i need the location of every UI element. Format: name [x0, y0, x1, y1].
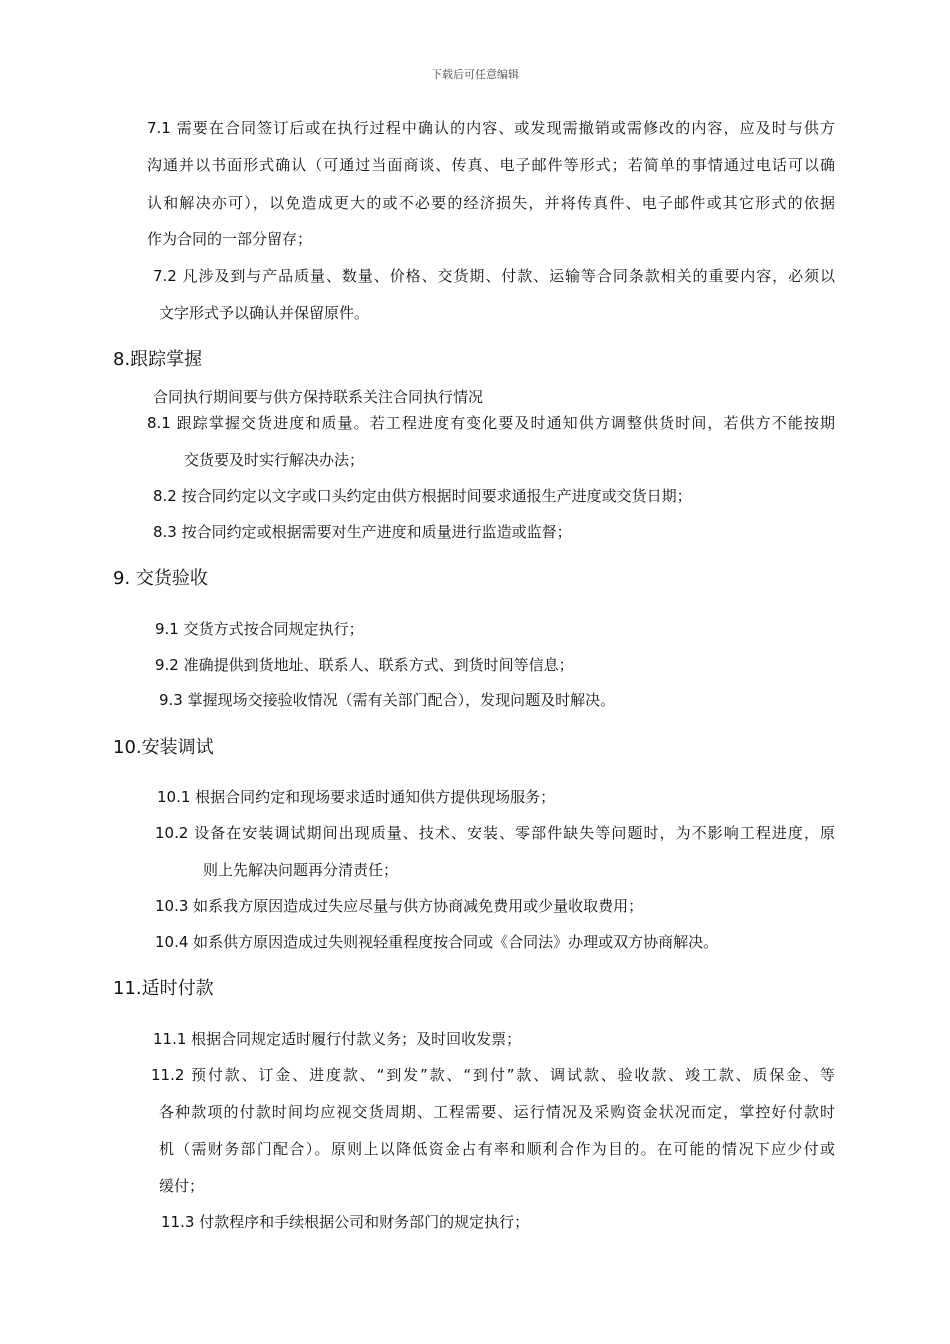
clause-7-1-line-4: 作为合同的一部分留存； — [147, 230, 313, 248]
section-8-intro: 合同执行期间要与供方保持联系关注合同执行情况 — [153, 388, 484, 406]
clause-11-1: 11.1 根据合同规定适时履行付款义务；及时回收发票； — [153, 1030, 522, 1048]
clause-7-2-line-2: 文字形式予以确认并保留原件。 — [159, 304, 370, 322]
section-10-title: 10.安装调试 — [113, 737, 214, 758]
clause-7-1-line-1: 7.1 需要在合同签订后或在执行过程中确认的内容、或发现需撤销或需修改的内容，应及时与供方 — [147, 119, 835, 137]
clause-9-3: 9.3 掌握现场交接验收情况（需有关部门配合），发现问题及时解决。 — [159, 691, 616, 709]
clause-9-1: 9.1 交货方式按合同规定执行； — [155, 620, 364, 638]
clause-10-2-line-1: 10.2 设备在安装调试期间出现质量、技术、安装、零部件缺失等问题时，为不影响工程进度，原 — [155, 824, 835, 842]
clause-10-3: 10.3 如系我方原因造成过失应尽量与供方协商减免费用或少量收取费用； — [155, 897, 644, 915]
clause-10-1: 10.1 根据合同约定和现场要求适时通知供方提供现场服务； — [157, 788, 556, 806]
clause-8-3: 8.3 按合同约定或根据需要对生产进度和质量进行监造或监督； — [153, 523, 572, 541]
clause-7-1-line-2: 沟通并以书面形式确认（可通过当面商谈、传真、电子邮件等形式；若简单的事情通过电话可以确 — [147, 156, 835, 174]
clause-7-2-line-1: 7.2 凡涉及到与产品质量、数量、价格、交货期、付款、运输等合同条款相关的重要内容，必须以 — [153, 267, 835, 285]
clause-8-1-line-2: 交货要及时实行解决办法； — [184, 451, 365, 469]
clause-7-1-line-3: 认和解决亦可），以免造成更大的或不必要的经济损失，并将传真件、电子邮件或其它形式的依据 — [147, 194, 835, 212]
clause-10-4: 10.4 如系供方原因造成过失则视轻重程度按合同或《合同法》办理或双方协商解决。 — [155, 933, 719, 951]
clause-11-2-line-3: 机（需财务部门配合）。原则上以降低资金占有率和顺利合作为目的。在可能的情况下应少付或 — [159, 1140, 835, 1158]
page-header: 下载后可任意编辑 — [431, 68, 519, 81]
clause-9-2: 9.2 准确提供到货地址、联系人、联系方式、到货时间等信息； — [155, 656, 574, 674]
clause-11-2-line-1: 11.2 预付款、订金、进度款、“到发”款、“到付”款、调试款、验收款、竣工款、质保金、等 — [151, 1066, 835, 1084]
section-8-title: 8.跟踪掌握 — [113, 349, 203, 370]
clause-8-1-line-1: 8.1 跟踪掌握交货进度和质量。若工程进度有变化要及时通知供方调整供货时间，若供方不能按期 — [147, 414, 835, 432]
clause-11-3: 11.3 付款程序和手续根据公司和财务部门的规定执行； — [161, 1213, 530, 1231]
section-9-title: 9. 交货验收 — [113, 568, 208, 589]
clause-11-2-line-2: 各种款项的付款时间均应视交货周期、工程需要、运行情况及采购资金状况而定，掌控好付款时 — [159, 1103, 835, 1121]
clause-10-2-line-2: 则上先解决问题再分清责任； — [203, 861, 399, 879]
clause-11-2-line-4: 缓付； — [159, 1177, 205, 1195]
clause-8-2: 8.2 按合同约定以文字或口头约定由供方根据时间要求通报生产进度或交货日期； — [153, 487, 692, 505]
section-11-title: 11.适时付款 — [113, 978, 214, 999]
